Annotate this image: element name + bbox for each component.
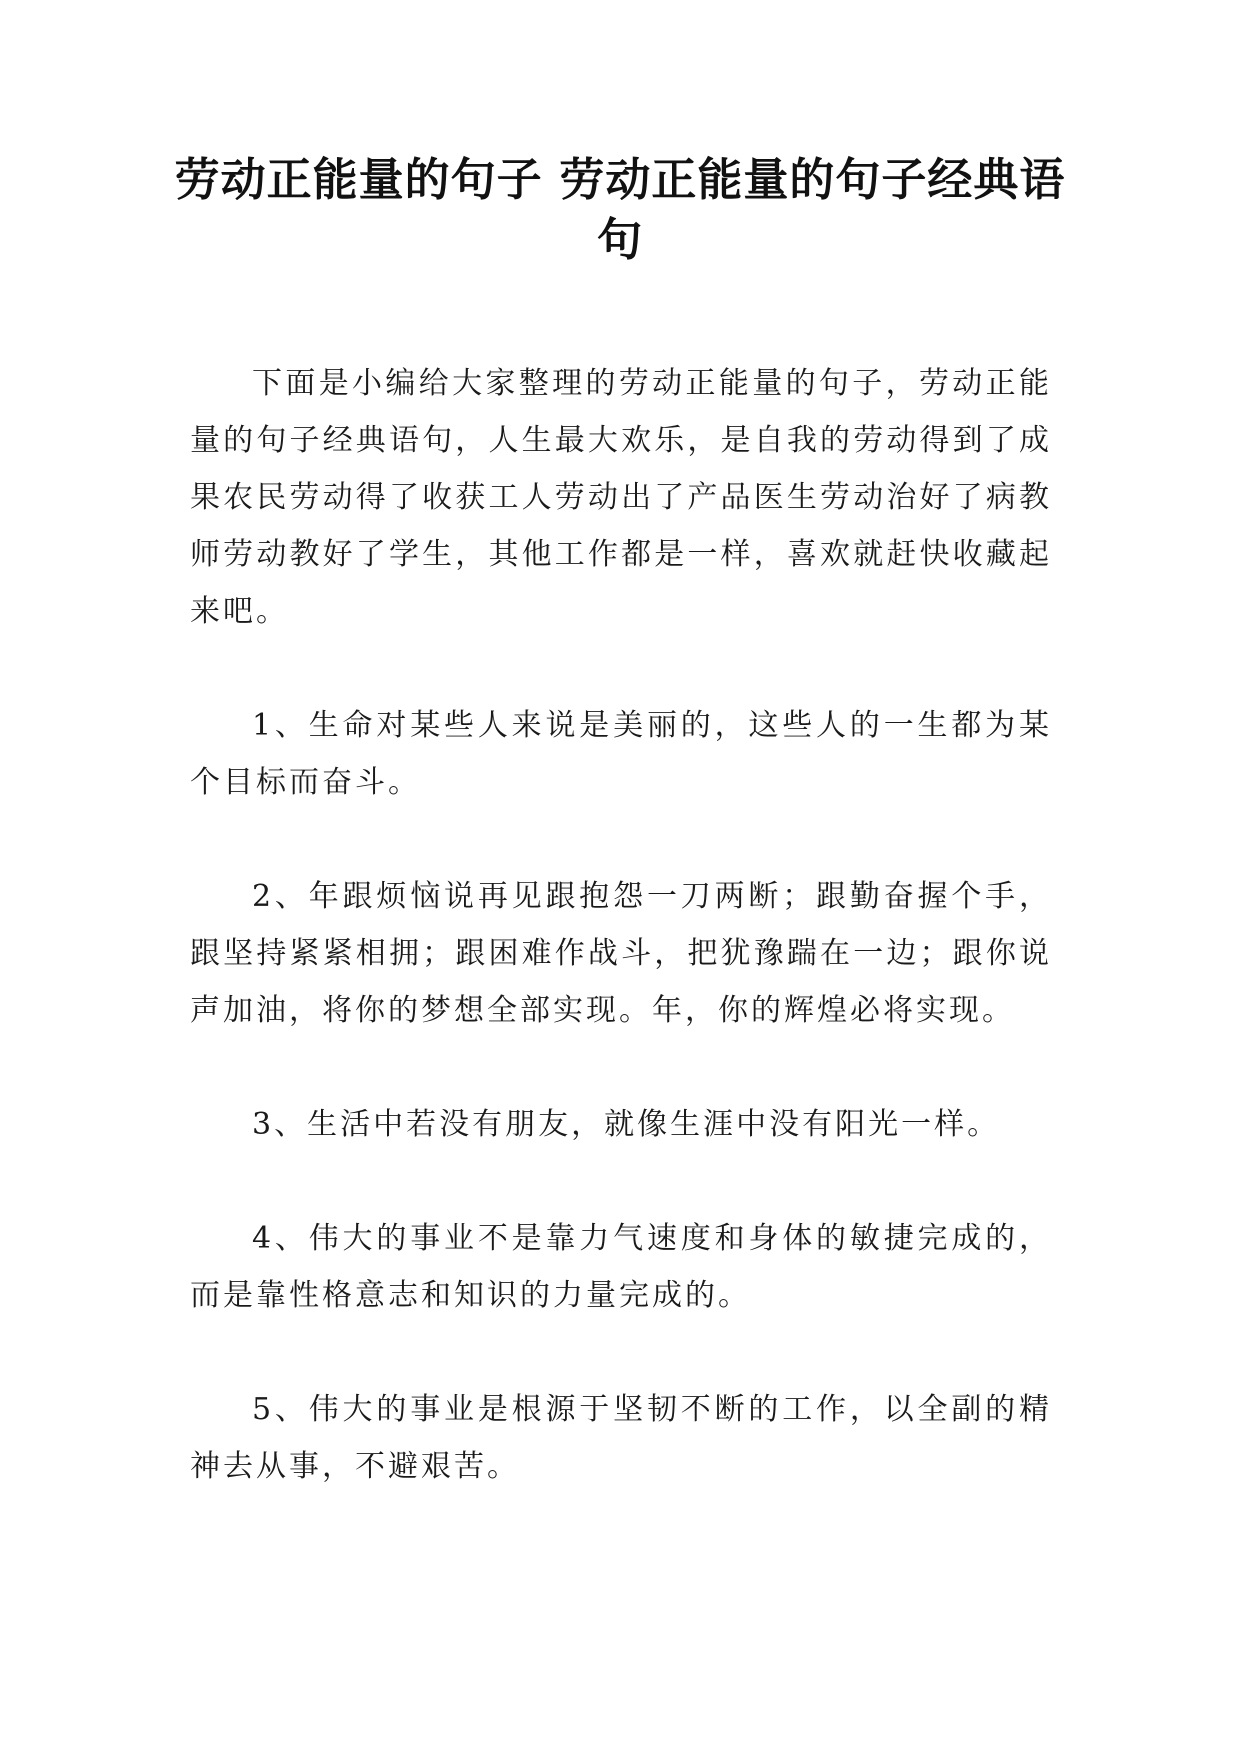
quote-paragraph-3: 3、生活中若没有朋友，就像生涯中没有阳光一样。 [252, 1107, 1001, 1142]
intro-paragraph: 下面是小编给大家整理的劳动正能量的句子，劳动正能量的句子经典语句，人生最大欢乐，是自我的劳动得到了成果农民劳动得了收获工人劳动出了产品医生劳动治好了病教师劳动教好了学生，其他工作都是一样，喜欢就赶快收藏起来吧。 [190, 366, 1052, 629]
quote-paragraph-1: 1、生命对某些人来说是美丽的，这些人的一生都为某个目标而奋斗。 [190, 708, 1052, 800]
quote-paragraph-2: 2、年跟烦恼说再见跟抱怨一刀两断；跟勤奋握个手，跟坚持紧紧相拥；跟困难作战斗，把犹豫踹在一边；跟你说声加油，将你的梦想全部实现。年，你的辉煌必将实现。 [190, 879, 1052, 1028]
document-body [190, 355, 1052, 1552]
document-title: 劳动正能量的句子 劳动正能量的句子经典语句 [174, 153, 1066, 266]
quote-paragraph-4: 4、伟大的事业不是靠力气速度和身体的敏捷完成的，而是靠性格意志和知识的力量完成的。 [190, 1221, 1052, 1313]
quote-paragraph-5: 5、伟大的事业是根源于坚韧不断的工作，以全副的精神去从事，不避艰苦。 [190, 1392, 1052, 1484]
